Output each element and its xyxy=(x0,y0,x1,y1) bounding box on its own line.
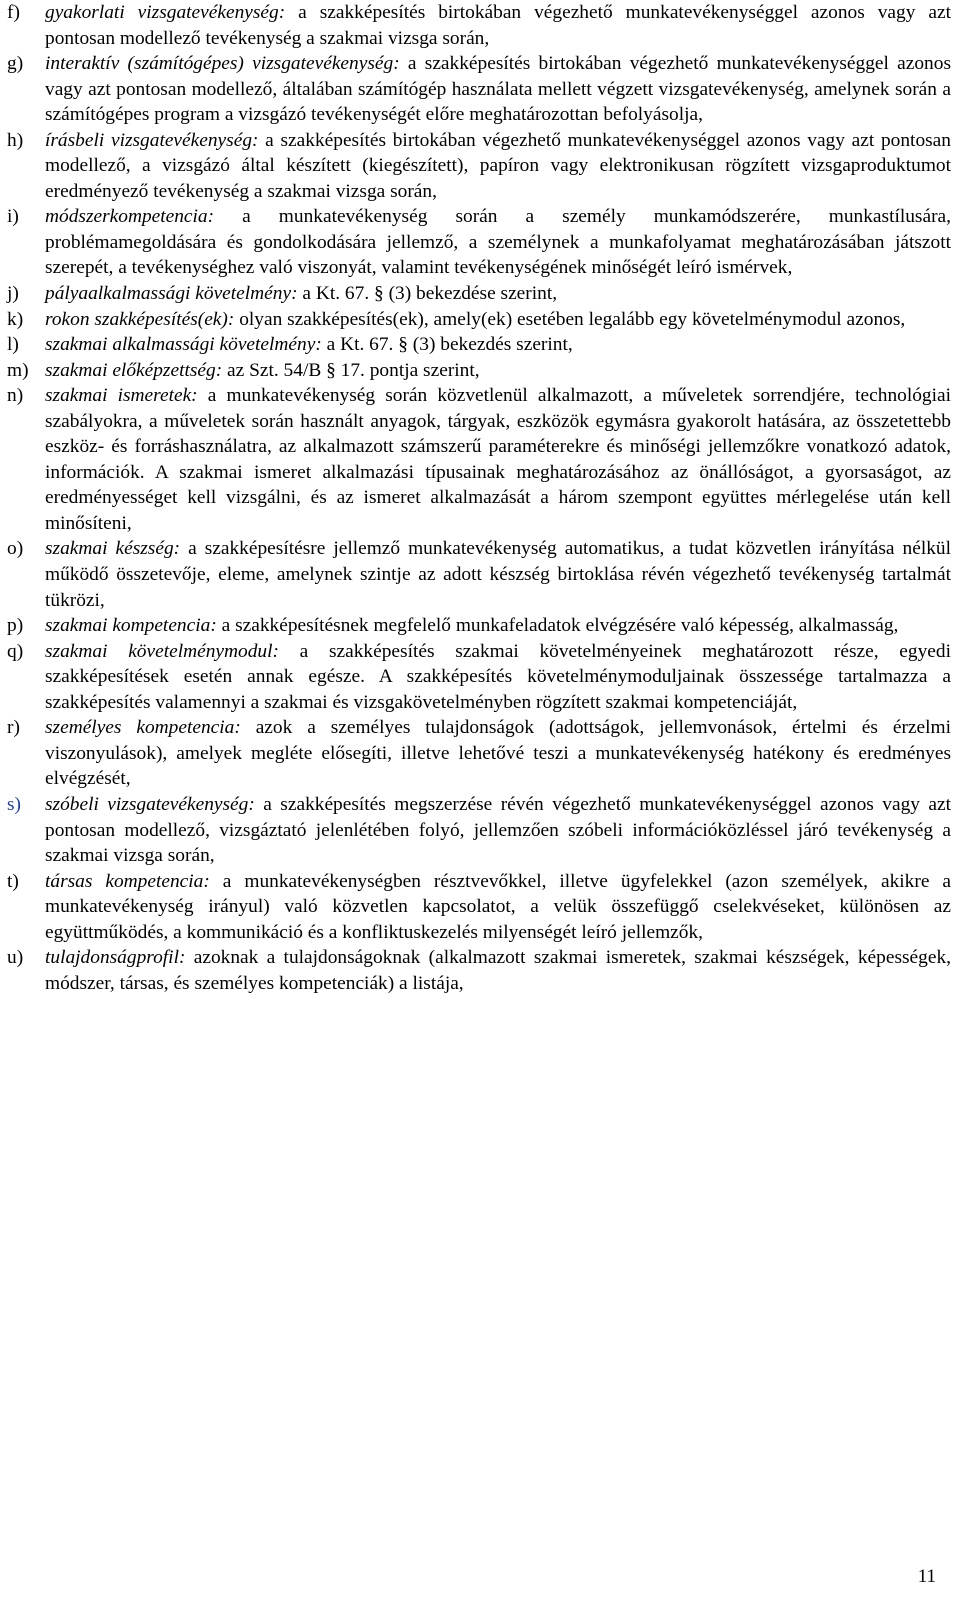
definition-body xyxy=(45,945,951,996)
definition-item-j xyxy=(7,281,951,307)
list-marker: n) xyxy=(7,385,24,407)
list-marker: u) xyxy=(7,947,24,969)
list-marker: h) xyxy=(7,129,24,151)
definition-text: a szakképesítésre jellemző munkatevékenység automatikus, a tudat közvetlen irányítása nélkül működő összetevője, eleme, amelynek szintje az adott készség birtoklása révén végezhető tevékenység tartalmát tükrözi, xyxy=(45,538,951,611)
definition-item-r xyxy=(7,715,951,792)
definition-body xyxy=(45,792,951,869)
defined-term: szakmai ismeretek: xyxy=(45,385,198,407)
definition-item-i xyxy=(7,204,951,281)
definition-body xyxy=(45,715,951,792)
definition-text: a Kt. 67. § (3) bekezdés szerint, xyxy=(321,334,573,356)
definition-item-t xyxy=(7,869,951,946)
definition-item-g xyxy=(7,51,951,128)
definition-item-h xyxy=(7,128,951,205)
defined-term: pályaalkalmassági követelmény: xyxy=(45,283,298,305)
list-marker: o) xyxy=(7,538,24,560)
definition-item-k xyxy=(7,307,951,333)
definition-text: a munkatevékenység során közvetlenül alkalmazott, a műveletek sorrendjére, technológiai szabályokra, a műveletek során használt anyagok, tárgyak, eszközök egymásra gyakorolt hatására, az összetettebb eszköz- és forráshasználatra, az alkalmazott számszerű paraméterekre és minőségi jellemzőkre vonatkozó adatok, információk. A szakmai ismeret alkalmazási típusainak meghatározásához az önállóságot, a gyorsaságot, az eredményességet kell vizsgálni, és az ismeret alkalmazását a három szempont együttes mérlegelése után kell minősíteni, xyxy=(45,385,951,534)
definition-text: azoknak a tulajdonságoknak (alkalmazott szakmai ismeretek, szakmai készségek, képességek, módszer, társas, és személyes kompetenciák) a listája, xyxy=(45,947,951,994)
list-marker: t) xyxy=(7,870,19,892)
definition-body xyxy=(45,307,951,333)
definition-text: az Szt. 54/B § 17. pontja szerint, xyxy=(222,359,480,381)
definition-text: azok a személyes tulajdonságok (adottságok, jellemvonások, értelmi és érzelmi viszonyulások), amelyek megléte elősegíti, illetve lehetővé teszi a munkatevékenység hatékony és eredményes elvégzését, xyxy=(45,717,951,790)
definition-body xyxy=(45,281,951,307)
defined-term: társas kompetencia: xyxy=(45,870,210,892)
defined-term: szakmai követelménymodul: xyxy=(45,640,279,662)
definition-body xyxy=(45,204,951,281)
defined-term: személyes kompetencia: xyxy=(45,717,241,739)
page-number: 11 xyxy=(917,1566,936,1587)
list-marker: i) xyxy=(7,206,19,228)
list-marker: g) xyxy=(7,53,24,75)
defined-term: szakmai kompetencia: xyxy=(45,615,217,637)
definition-body xyxy=(45,358,951,384)
definition-text: a szakképesítés birtokában végezhető munkatevékenységgel azonos vagy azt pontosan modellező, általában számítógép használata mellett végzett vizsgatevékenység, amelynek során a számítógépes program a vizsgázó tevékenységét előre meghatározottan befolyásolja, xyxy=(45,53,951,126)
definition-item-s xyxy=(7,792,951,869)
defined-term: szakmai alkalmassági követelmény: xyxy=(45,334,322,356)
defined-term: szakmai készség: xyxy=(45,538,181,560)
definition-text: a szakképesítés birtokában végezhető munkatevékenységgel azonos vagy azt pontosan modellező tevékenység a szakmai vizsga során, xyxy=(45,2,951,49)
definition-item-o xyxy=(7,536,951,613)
definition-item-p xyxy=(7,613,951,639)
definition-text: a szakképesítés szakmai követelményeinek meghatározott része, egyedi szakképesítések esetén annak egésze. A szakképesítés követelménymoduljainak összessége tartalmazza a szakképesítés valamennyi a szakmai és vizsgakövetelményben rögzített szakmai kompetenciáját, xyxy=(45,640,951,713)
list-marker: l) xyxy=(7,334,19,356)
definition-text: a szakképesítés megszerzése révén végezhető munkatevékenységgel azonos vagy azt pontosan modellező, vizsgáztató jelenlétében folyó, jellemzően szóbeli információközléssel járó tevékenység a szakmai vizsga során, xyxy=(45,793,951,867)
definition-body xyxy=(45,383,951,536)
definition-text: a munkatevékenység során a személy munkamódszerére, munkastílusára, problémamegoldására és gondolkodására jellemző, a személynek a munkafolyamat meghatározásában játszott szerepét, a tevékenységhez való viszonyát, valamint tevékenységének minőségét leíró ismérvek, xyxy=(45,206,951,279)
definition-item-f xyxy=(7,0,951,51)
defined-term: szóbeli vizsgatevékenység: xyxy=(45,793,255,815)
definition-text: a szakképesítésnek megfelelő munkafeladatok elvégzésére való képesség, alkalmasság, xyxy=(216,615,899,637)
definition-body xyxy=(45,613,951,639)
list-marker: f) xyxy=(7,2,20,23)
list-marker: m) xyxy=(7,359,29,381)
defined-term: rokon szakképesítés(ek): xyxy=(45,308,235,330)
definition-item-n xyxy=(7,383,951,536)
definition-item-q xyxy=(7,639,951,716)
definition-body xyxy=(45,51,951,128)
list-marker: j) xyxy=(7,283,19,305)
defined-term: tulajdonságprofil: xyxy=(45,947,186,969)
definition-text: a munkatevékenységben résztvevőkkel, illetve ügyfelekkel (azon személyek, akikre a munkatevékenység irányul) való közvetlen kapcsolatot, a velük összefüggő cselekvéseket, különösen az együttműködés, a kommunikáció és a konfliktuskezelés milyenségét leíró jellemzők, xyxy=(45,870,951,943)
definition-body xyxy=(45,869,951,946)
definition-body xyxy=(45,332,951,358)
defined-term: interaktív (számítógépes) vizsgatevékenység: xyxy=(45,53,400,75)
definition-item-m xyxy=(7,358,951,384)
defined-term: írásbeli vizsgatevékenység: xyxy=(45,129,259,151)
defined-term: módszerkompetencia: xyxy=(45,206,215,228)
definition-text: a szakképesítés birtokában végezhető munkatevékenységgel azonos vagy azt pontosan modellező, a vizsgázó által készített (kiegészített), papíron vagy elektronikusan rögzített vizsgaproduktumot eredményező tevékenység a szakmai vizsga során, xyxy=(45,129,951,202)
definition-text: a Kt. 67. § (3) bekezdése szerint, xyxy=(297,283,558,305)
definition-body xyxy=(45,128,951,205)
definition-item-l xyxy=(7,332,951,358)
definition-body xyxy=(45,0,951,51)
list-marker: k) xyxy=(7,308,24,330)
definition-item-u xyxy=(7,945,951,996)
list-marker: r) xyxy=(7,717,20,739)
defined-term: gyakorlati vizsgatevékenység: xyxy=(45,2,286,23)
definition-list xyxy=(7,0,951,996)
list-marker: p) xyxy=(7,615,24,637)
list-marker: s) xyxy=(7,793,22,815)
defined-term: szakmai előképzettség: xyxy=(45,359,223,381)
definition-text: olyan szakképesítés(ek), amely(ek) esetében legalább egy követelménymodul azonos, xyxy=(234,308,906,330)
definition-body xyxy=(45,639,951,716)
definition-body xyxy=(45,536,951,613)
list-marker: q) xyxy=(7,640,24,662)
